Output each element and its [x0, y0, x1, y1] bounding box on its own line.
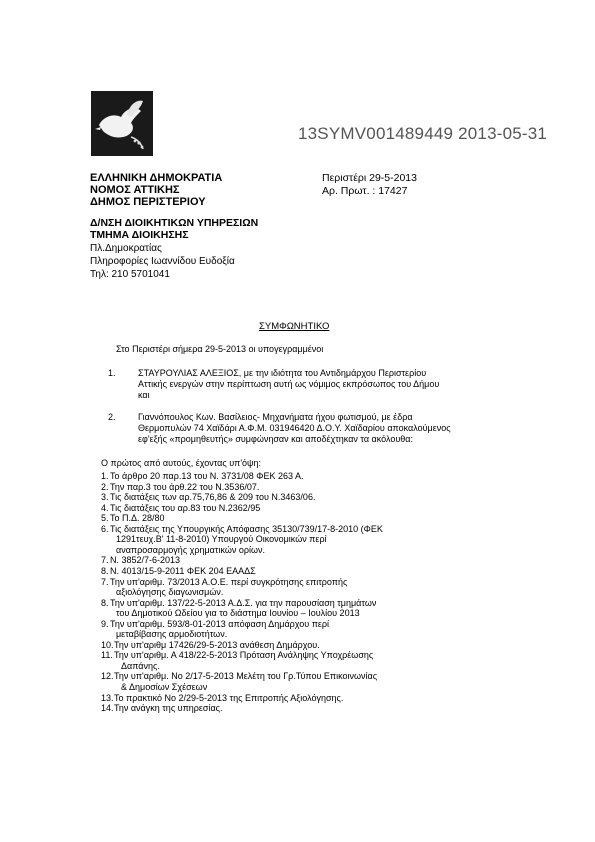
- header-right: [322, 172, 417, 197]
- party-line: εφ'εξής «προμηθευτής» συμφώνησαν και αποδέχτηκαν τα ακόλουθα:: [138, 434, 413, 444]
- telephone: Τηλ: 210 5701041: [90, 269, 170, 280]
- item-text: Την υπ'αριθμ. Νο 2/17-5-2013 Μελέτη του Γρ.Τύπου Επικοινωνίας: [114, 671, 378, 682]
- item-text: Την υπ'αριθμ. Α 418/22-5-2013 Πρόταση Ανάληψης Υποχρέωσης: [114, 650, 374, 661]
- party-line: Αττικής ενεργών στην περίπτωση αυτή ως νόμιμος εκπρόσωπος του Δήμου: [138, 379, 440, 389]
- item-number: 6.: [101, 523, 109, 534]
- item-text: Ν. 3852/7-6-2013: [110, 555, 181, 566]
- item-text: Την υπ'αριθμ. 137/22-5-2013 Α.Δ.Σ. για την παρουσίαση τμημάτων: [110, 597, 377, 608]
- party-line: Θερμοπυλών 74 Χαϊδάρι Α.Φ.Μ. 031946420 Δ.Ο.Υ. Χαϊδαρίου αποκαλούμενος: [138, 423, 451, 433]
- item-number: 14.: [101, 703, 114, 714]
- considering-heading: Ο πρώτος από αυτούς, έχοντας υπ'όψη:: [101, 458, 261, 468]
- protocol-number: Αρ. Πρωτ. : 17427: [322, 184, 408, 197]
- item-number: 9.: [101, 618, 109, 629]
- item-number: 4.: [101, 502, 109, 513]
- dove-icon: [91, 91, 153, 156]
- item-text: 1291τευχ.Β' 11-8-2010) Υπουργού Οικονομικών περί: [116, 534, 327, 545]
- department: [90, 218, 258, 241]
- party-line: ΣΤΑΥΡΟΥΛΙΑΣ ΑΛΕΞΙΟΣ, με την ιδιότητα του Αντιδημάρχου Περιστερίου: [138, 368, 427, 378]
- item-text: Το Π.Δ. 28/80: [110, 513, 165, 524]
- information-person: Πληροφορίες Ιωαννίδου Ευδοξία: [90, 256, 235, 267]
- party-text: [138, 368, 439, 401]
- party-number: 1.: [108, 368, 116, 378]
- item-text: Την υπ'αριθμ 17426/29-5-2013 ανάθεση Δημάρχου.: [114, 639, 320, 650]
- item-number: 1.: [101, 471, 109, 481]
- country-label: ΕΛΛΗΝΙΚΗ ΔΗΜΟΚΡΑΤΙΑ: [90, 172, 223, 184]
- prefecture-label: ΝΟΜΟΣ ΑΤΤΙΚΗΣ: [90, 184, 180, 196]
- item-text: αναπροσαρμογής χρηματικών ορίων.: [116, 544, 266, 555]
- item-number: 8.: [101, 597, 109, 608]
- municipality-logo: [91, 91, 153, 156]
- item-text: Την υπ'αριθμ. 73/2013 Α.Ο.Ε. περί συγκρότησης επιτροπής: [110, 576, 348, 587]
- address: Πλ.Δημοκρατίας: [90, 243, 162, 254]
- item-text: Το άρθρο 20 παρ.13 του Ν. 3731/08 ΦΕΚ 263 Α.: [110, 471, 304, 481]
- directorate-label: Δ/ΝΣΗ ΔΙΟΙΚΗΤΙΚΩΝ ΥΠΗΡΕΣΙΩΝ: [90, 217, 259, 229]
- item-number: 5.: [101, 513, 109, 524]
- item-number: 7.: [101, 576, 109, 587]
- item-text: του Δημοτικού Ωδείου για το διάστημα Ιουνίου – Ιουλίου 2013: [116, 608, 360, 619]
- item-text: Το πρακτικό Νο 2/29-5-2013 της Επιτροπής Αξιολόγησης.: [114, 692, 344, 703]
- item-number: 10.: [101, 639, 114, 650]
- item-text: & Δημοσίων Σχέσεων: [121, 682, 208, 692]
- party-number: 2.: [108, 412, 116, 422]
- party-line: και: [138, 390, 150, 400]
- item-text: αξιολόγησης διαγωνισμών.: [116, 587, 224, 598]
- item-number: 11.: [101, 650, 113, 661]
- item-text: Τις διατάξεις της Υπουργικής Απόφασης 35130/739/17-8-2010 (ΦΕΚ: [110, 523, 383, 534]
- section-label: ΤΜΗΜΑ ΔΙΟΙΚΗΣΗΣ: [90, 228, 189, 241]
- item-number: 2.: [101, 481, 109, 492]
- party-text: [138, 412, 451, 445]
- item-number: 13.: [101, 692, 114, 703]
- item-text: Την παρ.3 του άρθ.22 του Ν.3536/07.: [110, 481, 260, 492]
- item-text: Την υπ'αριθμ. 593/8-01-2013 απόφαση Δημάρχου περί: [110, 618, 330, 629]
- item-number: 12.: [101, 671, 114, 682]
- place-date: Περιστέρι 29-5-2013: [322, 172, 417, 184]
- intro-line: Στο Περιστέρι σήμερα 29-5-2013 οι υπογεγραμμένοι: [116, 344, 324, 354]
- document-title: ΣΥΜΦΩΝΗΤΙΚΟ: [259, 321, 330, 332]
- item-number: 3.: [101, 492, 109, 503]
- item-text: Ν. 4013/15-9-2011 ΦΕΚ 204 ΕΑΑΔΣ: [110, 565, 256, 576]
- item-number: 8.: [101, 565, 109, 576]
- contact-info: [90, 242, 235, 281]
- item-number: 7.: [101, 555, 109, 566]
- item-text: μεταβίβασης αρμοδιοτήτων.: [116, 629, 228, 640]
- item-text: Τις διατάξεις των αρ.75,76,86 & 209 του Ν.3463/06.: [110, 492, 316, 503]
- document-id: 13SYMV001489449 2013-05-31: [298, 124, 548, 143]
- party-line: Γιαννόπουλος Κων. Βασίλειος- Μηχανήματα ήχου φωτισμού, με έδρα: [138, 412, 413, 422]
- header-left: [90, 172, 222, 208]
- item-text: Την ανάγκη της υπηρεσίας.: [114, 703, 223, 714]
- item-text: Τις διατάξεις του αρ.83 του Ν.2362/95: [110, 502, 261, 513]
- item-text: Δαπάνης.: [121, 660, 160, 671]
- municipality-label: ΔΗΜΟΣ ΠΕΡΙΣΤΕΡΙΟΥ: [90, 196, 206, 208]
